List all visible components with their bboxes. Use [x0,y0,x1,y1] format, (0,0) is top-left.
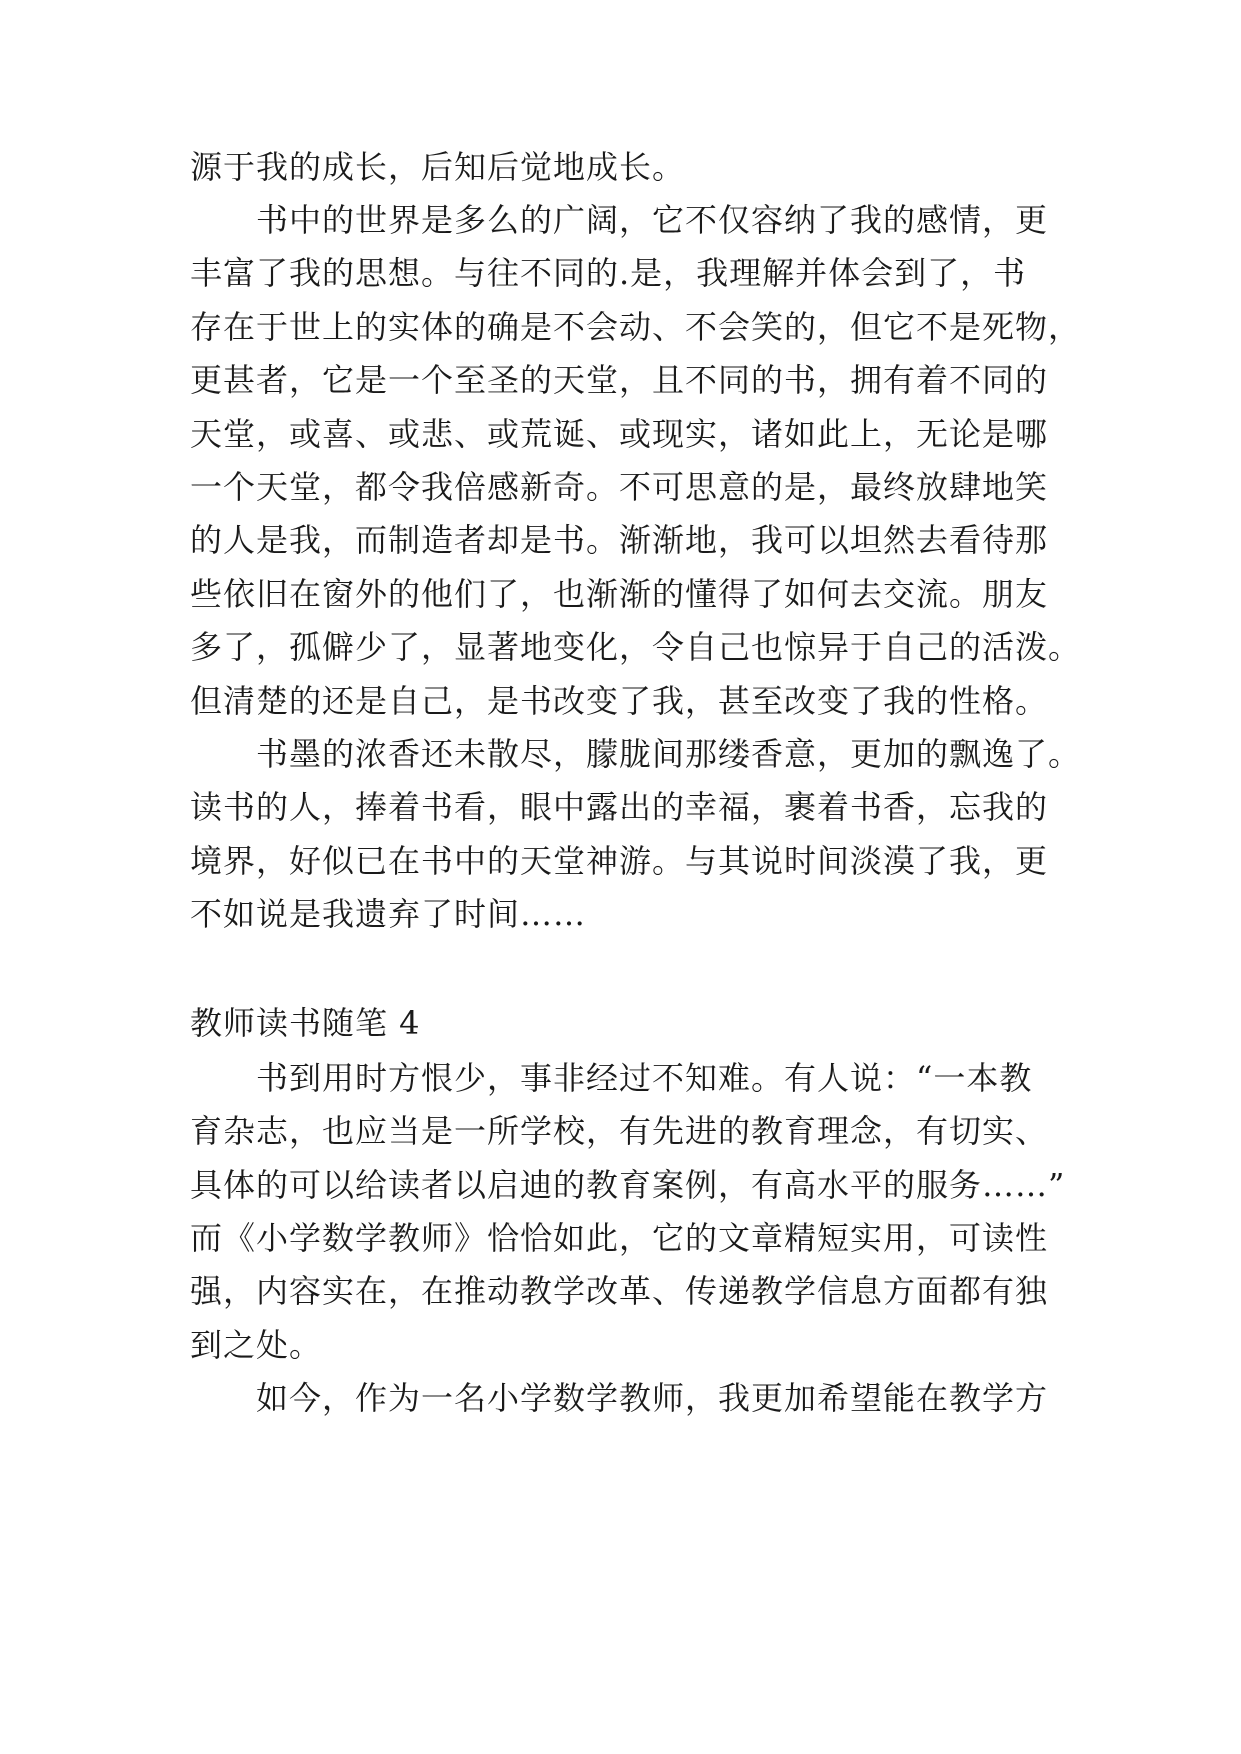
paragraph-line: 如今，作为一名小学数学教师，我更加希望能在教学方 [256,1379,1049,1417]
paragraph-line: 具体的可以给读者以启迪的教育案例，有高水平的服务……” [190,1166,1066,1204]
paragraph-line: 些依旧在窗外的他们了，也渐渐的懂得了如何去交流。朋友 [190,575,1049,613]
paragraph-line: 天堂，或喜、或悲、或荒诞、或现实，诸如此上，无论是哪 [190,415,1049,453]
paragraph-line: 而《小学数学教师》恰恰如此，它的文章精短实用，可读性 [190,1219,1049,1257]
section-heading: 教师读书随笔 4 [190,1004,421,1042]
paragraph-line: 育杂志，也应当是一所学校，有先进的教育理念，有切实、 [190,1112,1049,1150]
paragraph-line: 更甚者，它是一个至圣的天堂，且不同的书，拥有着不同的 [190,361,1049,399]
paragraph-line: 境界，好似已在书中的天堂神游。与其说时间淡漠了我，更 [190,842,1049,880]
paragraph-line: 但清楚的还是自己，是书改变了我，甚至改变了我的性格。 [190,682,1049,720]
paragraph-line: 丰富了我的思想。与往不同的.是，我理解并体会到了，书 [190,254,1027,292]
paragraph-line: 书中的世界是多么的广阔，它不仅容纳了我的感情，更 [256,201,1049,239]
paragraph-line: 读书的人，捧着书看，眼中露出的幸福，裹着书香，忘我的 [190,788,1049,826]
paragraph-line: 到之处。 [190,1326,323,1364]
paragraph-line: 书到用时方恨少，事非经过不知难。有人说：“一本教 [256,1059,1033,1097]
paragraph-line: 一个天堂，都令我倍感新奇。不可思意的是，最终放肆地笑 [190,468,1049,506]
paragraph-line: 书墨的浓香还未散尽，朦胧间那缕香意，更加的飘逸了。 [256,735,1082,773]
paragraph-line: 源于我的成长，后知后觉地成长。 [190,148,686,186]
paragraph-line: 强，内容实在，在推动教学改革、传递教学信息方面都有独 [190,1272,1049,1310]
paragraph-line: 多了，孤僻少了，显著地变化，令自己也惊异于自己的活泼。 [190,628,1082,666]
paragraph-line: 的人是我，而制造者却是书。渐渐地，我可以坦然去看待那 [190,521,1049,559]
paragraph-line: 存在于世上的实体的确是不会动、不会笑的，但它不是死物， [190,308,1082,346]
paragraph-line: 不如说是我遗弃了时间…… [190,895,587,933]
